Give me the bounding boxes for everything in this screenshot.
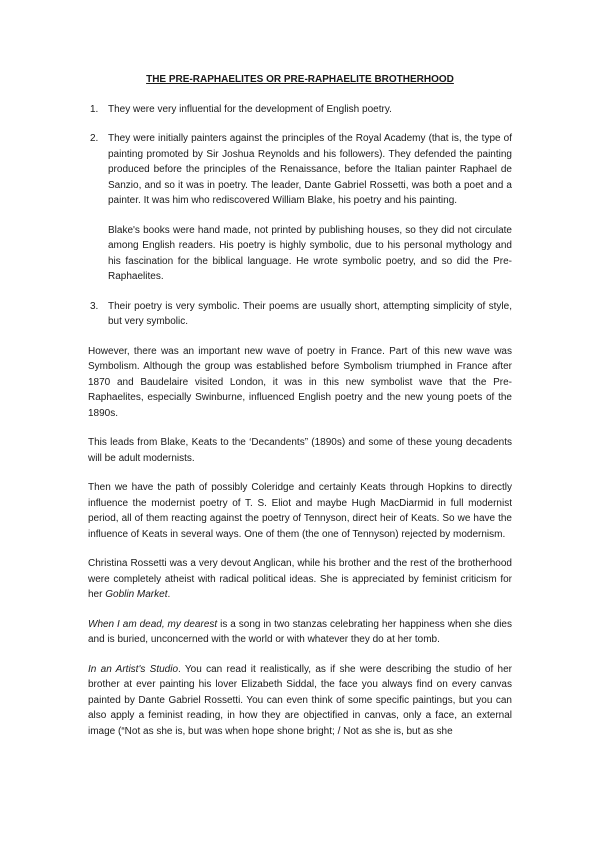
list-item-text: They were very influential for the development of English poetry.: [108, 103, 392, 115]
list-item: [88, 102, 512, 118]
paragraph-keats: Then we have the path of possibly Coleridge and certainly Keats through Hopkins to directly influence the modernist poetry of T. S. Eliot and maybe Hugh MacDiarmid in full modernist period, all of them reacting against the poetry of Tennyson, direct heir of Keats. So we have the influence of Keats in several ways. One of them (the one of Tennyson) rejected by modernism.: [88, 482, 512, 540]
text: . You can read it realistically, as if she were describing the studio of her brother at ever painting his lover Elizabeth Siddal, the face you always find on every canvas painted by Dante Gabriel Rossetti. You can even think of some specific paintings, but you can also apply a feminist reading, in how they are objectified in canvas, only a face, an external image (“Not as she is, but was when hope shone bright; / Not as she is, but as she: [88, 663, 512, 737]
text: is a song in two stanzas celebrating her happiness when she dies and is buried, unconcerned with the world or with whatever they do at her tomb.: [88, 618, 512, 645]
list-item-text: They were initially painters against the principles of the Royal Academy (that is, the type of painting promoted by Sir Joshua Reynolds and his followers). They defended the painting produced before the principles of the Renaissance, before the Italian painter Raphael de Sanzio, and so it was in poetry. The leader, Dante Gabriel Rossetti, was both a poet and a painter. It was him who rediscovered William Blake, his poetry and his painting.: [108, 133, 512, 206]
document-page: [88, 72, 512, 753]
list-number: 3.: [90, 300, 99, 312]
paragraph-decadents: This leads from Blake, Keats to the ‘Decandents” (1890s) and some of these young decadents will be adult modernists.: [88, 437, 512, 464]
paragraph-artists-studio: [88, 662, 512, 740]
paragraph-symbolism: However, there was an important new wave of poetry in France. Part of this new wave was Symbolism. Although the group was established before Symbolism triumphed in France after 1870 and Baudelaire visited London, it was in this new symbolist wave that the Pre-Raphaelites, especially Swinburne, influenced English poetry and the new young poets of the 1890s.: [88, 345, 512, 419]
work-title: Goblin Market: [105, 589, 168, 600]
paragraph-christina-rossetti: [88, 556, 512, 603]
work-title: When I am dead, my dearest: [88, 618, 218, 630]
list-item: [88, 131, 512, 209]
paragraph-when-i-am-dead: [88, 617, 512, 648]
list-item-subparagraph: Blake's books were hand made, not printed by publishing houses, so they did not circulate among English readers. His poetry is highly symbolic, due to his personal mythology and his fascination for the biblical language. He wrote symbolic poetry, and so did the Pre-Raphaelites.: [108, 224, 512, 282]
text: Christina Rossetti was a very devout Anglican, while his brother and the rest of the brotherhood were completely atheist with radical political ideas. She is appreciated by feminist criticism for her: [88, 558, 512, 600]
list-number: 1.: [90, 103, 99, 115]
list-number: 2.: [90, 133, 99, 144]
list-item: [88, 299, 512, 330]
document-title: THE PRE-RAPHAELITES OR PRE-RAPHAELITE BROTHERHOOD: [146, 74, 454, 85]
work-title: In an Artist's Studio: [88, 663, 179, 675]
list-item-text: Their poetry is very symbolic. Their poems are usually short, attempting simplicity of style, but very symbolic.: [108, 300, 512, 327]
text: .: [167, 589, 171, 600]
